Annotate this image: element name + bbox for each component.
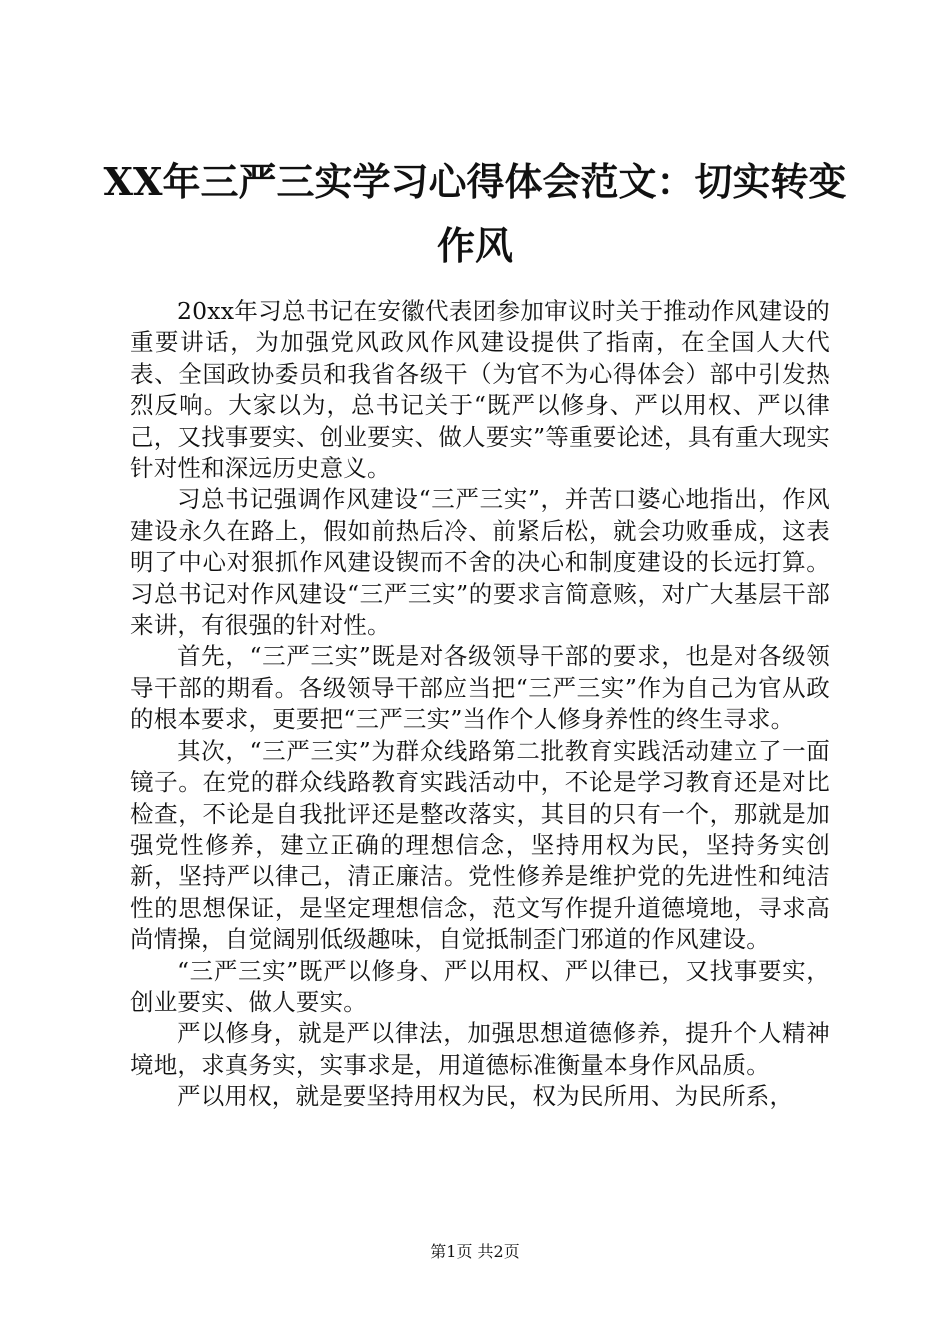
paragraph: 严以修身，就是严以律法，加强思想道德修养，提升个人精神境地，求真务实，实事求是，用道德标准衡量本身作风品质。 — [130, 1019, 830, 1079]
document-title: XX年三严三实学习心得体会范文：切实转变作风 — [103, 159, 847, 268]
paragraph: 20xx年习总书记在安徽代表团参加审议时关于推动作风建设的重要讲话，为加强党风政风作风建设提供了指南，在全国人大代表、全国政协委员和我省各级干（为官不为心得体会）部中引发热烈反响。大家以为，总书记关于“既严以修身、严以用权、严以律己，又找事要实、创业要实、做人要实”等重要论述，具有重大现实针对性和深远历史意义。 — [130, 297, 830, 483]
paragraph: 严以用权，就是要坚持用权为民，权为民所用、为民所系， — [177, 1082, 794, 1111]
paragraph: 其次，“三严三实”为群众线路第二批教育实践活动建立了一面镜子。在党的群众线路教育实践活动中，不论是学习教育还是对比检查，不论是自我批评还是整改落实，其目的只有一个，那就是加强党性修养，建立正确的理想信念，坚持用权为民，坚持务实创新，坚持严以律己，清正廉洁。党性修养是维护党的先进性和纯洁性的思想保证，是坚定理想信念，范文写作提升道德境地，寻求高尚情操，自觉阔别低级趣味，自觉抵制歪门邪道的作风建设。 — [130, 736, 830, 954]
document-body — [130, 296, 830, 1113]
paragraph: 首先，“三严三实”既是对各级领导干部的要求，也是对各级领导干部的期看。各级领导干部应当把“三严三实”作为自己为官从政的根本要求，更要把“三严三实”当作个人修身养性的终生寻求。 — [130, 642, 830, 734]
page-footer: 第1页 共2页 — [430, 1242, 520, 1261]
paragraph: “三严三实”既严以修身、严以用权、严以律已，又找事要实，创业要实、做人要实。 — [130, 956, 830, 1016]
paragraph: 习总书记强调作风建设“三严三实”，并苦口婆心地指出，作风建设永久在路上，假如前热后冷、前紧后松，就会功败垂成，这表明了中心对狠抓作风建设锲而不舍的决心和制度建设的长远打算。习总书记对作风建设“三严三实”的要求言简意赅，对广大基层干部来讲，有很强的针对性。 — [130, 485, 830, 640]
